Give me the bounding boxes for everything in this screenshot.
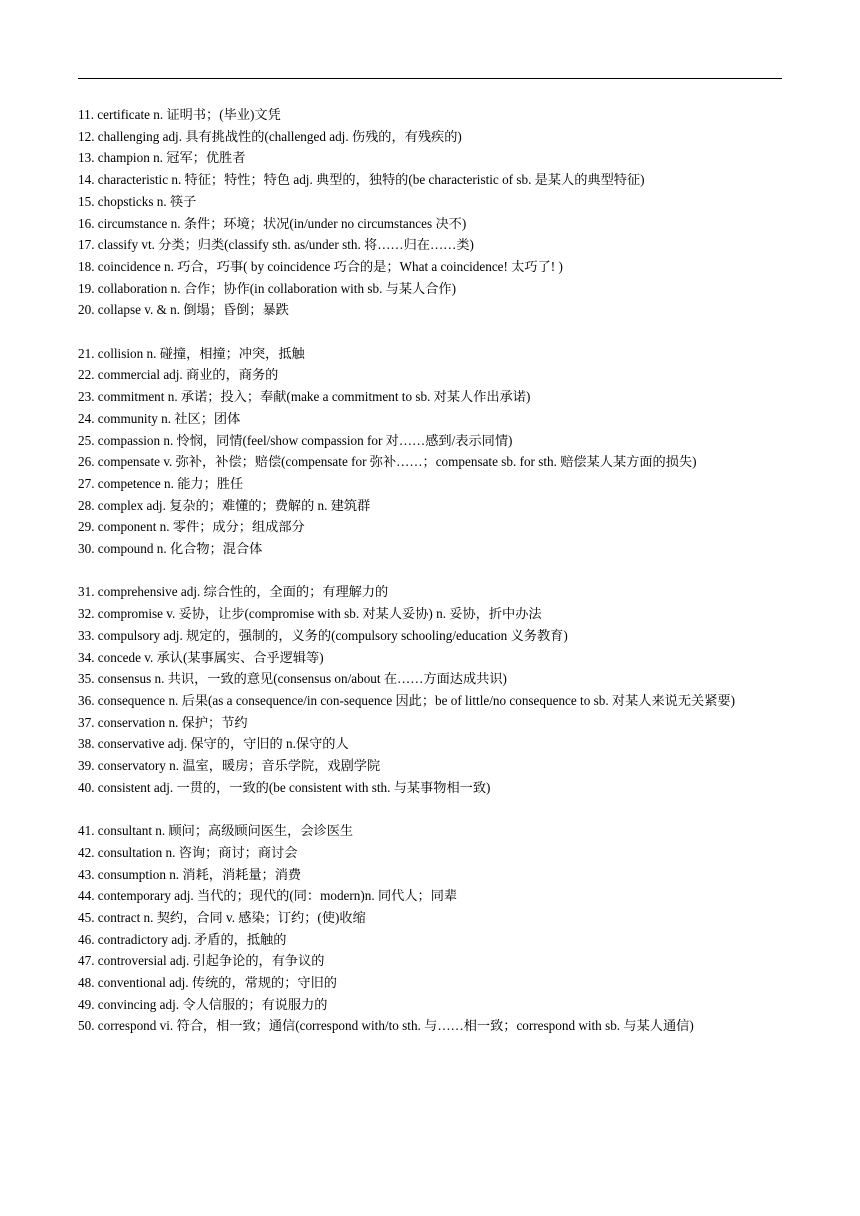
vocab-entry (78, 364, 782, 386)
entry-number: 21. (78, 345, 95, 361)
entry-number: 20. (78, 302, 95, 318)
entry-number: 41. (78, 823, 95, 839)
entry-number: 32. (78, 606, 95, 622)
entry-number: 15. (78, 193, 95, 209)
vocab-entry (78, 581, 782, 603)
entry-number: 11. (78, 107, 94, 122)
entry-text: correspond vi. 符合，相一致；通信(correspond with/to sth. 与……相一致；correspond with sb. 与某人通信) (97, 1018, 694, 1034)
entry-text: champion n. 冠军；优胜者 (97, 150, 246, 166)
vocab-entry (78, 733, 782, 755)
entry-text: consistent adj. 一贯的，一致的(be consistent with sth. 与某事物相一致) (97, 779, 491, 795)
entry-number: 45. (78, 909, 95, 925)
vocab-entry (78, 126, 782, 148)
entry-text: commitment n. 承诺；投入；奉献(make a commitment to sb. 对某人作出承诺) (97, 389, 531, 405)
entry-text: characteristic n. 特征；特性；特色 adj. 典型的，独特的(be characteristic of sb. 是某人的典型特征) (97, 172, 645, 188)
vocabulary-list (78, 104, 782, 1037)
vocab-entry (78, 777, 782, 799)
vocab-entry (78, 299, 782, 321)
vocab-entry (78, 169, 782, 191)
entry-text: compulsory adj. 规定的，强制的，义务的(compulsory schooling/education 义务教育) (97, 627, 568, 643)
entry-number: 12. (78, 128, 95, 144)
vocab-entry (78, 538, 782, 560)
entry-number: 44. (78, 888, 95, 904)
entry-text: comprehensive adj. 综合性的，全面的；有理解力的 (97, 584, 389, 600)
entry-text: consequence n. 后果(as a consequence/in con-sequence 因此；be of little/no consequence to sb. 对某人来说无关紧要) (97, 692, 735, 708)
vocab-entry (78, 603, 782, 625)
entry-number: 34. (78, 649, 95, 665)
entry-number: 31. (78, 584, 95, 600)
header-rule (78, 78, 782, 79)
entry-number: 25. (78, 432, 95, 448)
entry-number: 36. (78, 692, 95, 708)
entry-text: consumption n. 消耗，消耗量；消费 (97, 866, 302, 882)
vocab-entry (78, 213, 782, 235)
entry-number: 38. (78, 736, 95, 752)
vocab-entry (78, 647, 782, 669)
vocab-entry (78, 495, 782, 517)
vocab-entry (78, 929, 782, 951)
entry-number: 43. (78, 866, 95, 882)
vocab-entry (78, 278, 782, 300)
entry-text: conservatory n. 温室，暖房；音乐学院，戏剧学院 (97, 758, 381, 774)
vocab-entry (78, 451, 782, 473)
entry-text: compound n. 化合物；混合体 (97, 541, 263, 557)
entry-text: compassion n. 怜悯，同情(feel/show compassion for 对……感到/表示同情) (97, 432, 513, 448)
entry-number: 17. (78, 237, 95, 253)
entry-number: 39. (78, 758, 95, 774)
entry-text: collapse v. & n. 倒塌；昏倒；暴跌 (97, 302, 289, 318)
entry-text: concede v. 承认(某事属实、合乎逻辑等) (97, 649, 324, 665)
entry-number: 49. (78, 996, 95, 1012)
vocab-entry (78, 191, 782, 213)
entry-number: 22. (78, 367, 95, 383)
entry-text: coincidence n. 巧合，巧事( by coincidence 巧合的是；What a coincidence! 太巧了! ) (97, 258, 563, 274)
entry-number: 37. (78, 714, 95, 730)
entry-text: competence n. 能力；胜任 (97, 475, 244, 491)
vocab-entry (78, 950, 782, 972)
vocab-entry (78, 690, 782, 712)
entry-text: commercial adj. 商业的，商务的 (97, 367, 279, 383)
entry-text: contemporary adj. 当代的；现代的(同：modern)n. 同代人；同辈 (97, 888, 458, 904)
entry-number: 29. (78, 519, 95, 535)
entry-number: 19. (78, 280, 95, 296)
entry-number: 33. (78, 627, 95, 643)
vocab-entry (78, 972, 782, 994)
entry-number: 16. (78, 215, 95, 231)
entry-text: consultation n. 咨询；商讨；商讨会 (97, 844, 298, 860)
entry-text: challenging adj. 具有挑战性的(challenged adj. 伤残的，有残疾的) (97, 128, 462, 144)
entry-number: 23. (78, 389, 95, 405)
entry-text: controversial adj. 引起争论的，有争议的 (97, 953, 325, 969)
entry-text: community n. 社区；团体 (97, 410, 241, 426)
group-spacer (78, 798, 782, 820)
vocab-entry (78, 104, 782, 126)
entry-text: collision n. 碰撞，相撞；冲突，抵触 (97, 345, 305, 361)
entry-number: 13. (78, 150, 95, 166)
vocab-entry (78, 668, 782, 690)
entry-text: consultant n. 顾问；高级顾问医生，会诊医生 (97, 823, 354, 839)
entry-text: complex adj. 复杂的；难懂的；费解的 n. 建筑群 (97, 497, 371, 513)
vocab-entry (78, 386, 782, 408)
entry-text: compensate v. 弥补，补偿；赔偿(compensate for 弥补……；compensate sb. for sth. 赔偿某人某方面的损失) (97, 454, 697, 470)
vocab-entry (78, 842, 782, 864)
vocab-entry (78, 234, 782, 256)
vocab-entry (78, 1015, 782, 1037)
entry-text: circumstance n. 条件；环境；状况(in/under no circumstances 决不) (97, 215, 467, 231)
entry-number: 42. (78, 844, 95, 860)
entry-number: 50. (78, 1018, 95, 1034)
entry-number: 28. (78, 497, 95, 513)
entry-text: certificate n. 证明书；(毕业)文凭 (97, 107, 281, 122)
vocab-entry (78, 994, 782, 1016)
entry-text: conventional adj. 传统的，常规的；守旧的 (97, 975, 337, 991)
vocab-entry (78, 885, 782, 907)
vocab-entry (78, 343, 782, 365)
entry-text: chopsticks n. 筷子 (97, 193, 197, 209)
entry-number: 35. (78, 671, 95, 687)
vocab-entry (78, 408, 782, 430)
entry-number: 27. (78, 475, 95, 491)
group-spacer (78, 321, 782, 343)
entry-number: 40. (78, 779, 95, 795)
vocab-entry (78, 625, 782, 647)
entry-number: 47. (78, 953, 95, 969)
entry-number: 26. (78, 454, 95, 470)
entry-text: contract n. 契约，合同 v. 感染；订约；(使)收缩 (97, 909, 366, 925)
group-spacer (78, 560, 782, 582)
entry-text: component n. 零件；成分；组成部分 (97, 519, 305, 535)
entry-number: 18. (78, 258, 95, 274)
vocab-entry (78, 256, 782, 278)
entry-number: 30. (78, 541, 95, 557)
entry-text: convincing adj. 令人信服的；有说服力的 (97, 996, 328, 1012)
entry-number: 46. (78, 931, 95, 947)
entry-number: 14. (78, 172, 95, 188)
entry-text: conservative adj. 保守的，守旧的 n.保守的人 (97, 736, 349, 752)
vocab-entry (78, 712, 782, 734)
entry-number: 48. (78, 975, 95, 991)
entry-text: classify vt. 分类；归类(classify sth. as/under sth. 将……归在……类) (97, 237, 474, 253)
vocab-entry (78, 864, 782, 886)
entry-text: compromise v. 妥协，让步(compromise with sb. 对某人妥协) n. 妥协，折中办法 (97, 606, 542, 622)
entry-text: consensus n. 共识，一致的意见(consensus on/about 在……方面达成共识) (97, 671, 507, 687)
vocab-entry (78, 820, 782, 842)
entry-number: 24. (78, 410, 95, 426)
vocab-entry (78, 147, 782, 169)
vocab-entry (78, 473, 782, 495)
entry-text: collaboration n. 合作；协作(in collaboration with sb. 与某人合作) (97, 280, 456, 296)
vocab-entry (78, 430, 782, 452)
entry-text: contradictory adj. 矛盾的，抵触的 (97, 931, 287, 947)
vocab-entry (78, 516, 782, 538)
vocab-entry (78, 907, 782, 929)
entry-text: conservation n. 保护；节约 (97, 714, 248, 730)
vocab-entry (78, 755, 782, 777)
